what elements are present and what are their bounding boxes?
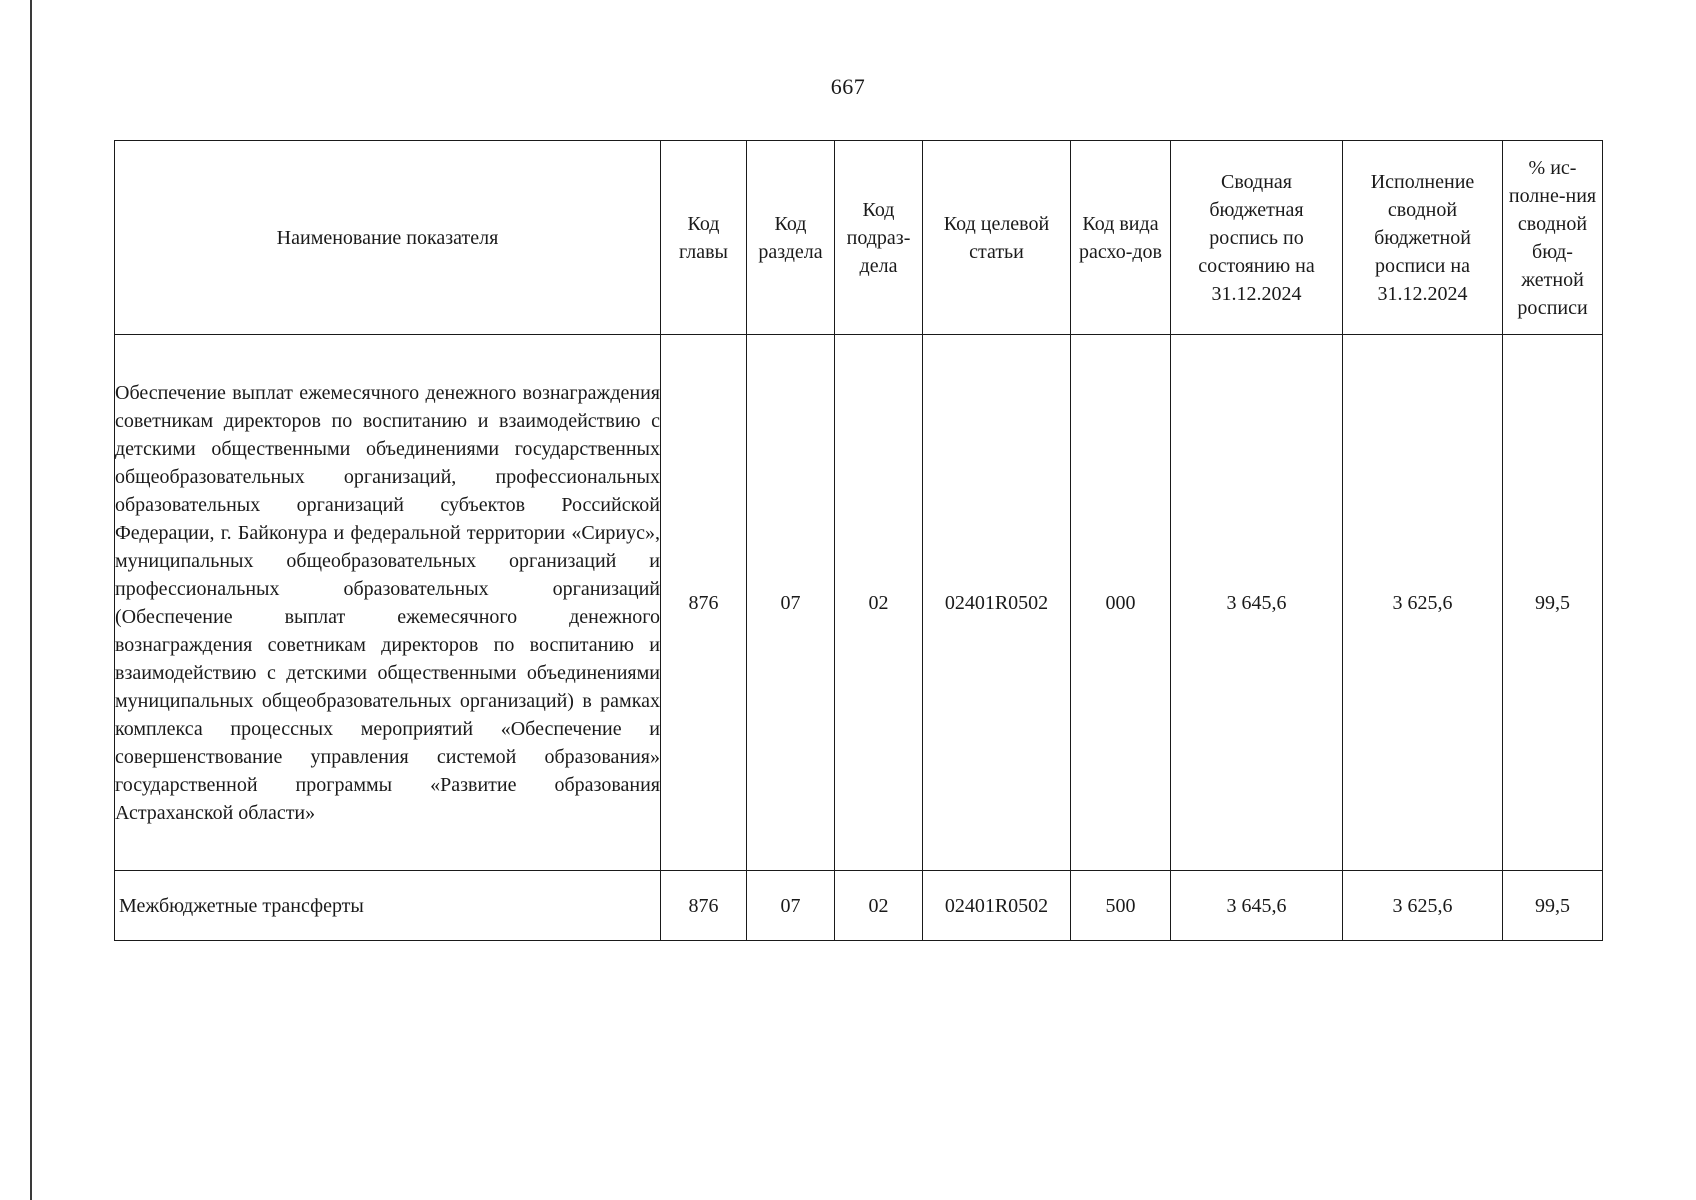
row-execution-value: 3 625,6	[1343, 335, 1503, 871]
table-row	[115, 871, 1603, 941]
header-section-code: Код раздела	[747, 141, 835, 335]
table-header-row	[115, 141, 1603, 335]
row-chapter-code: 876	[661, 335, 747, 871]
budget-execution-table	[114, 140, 1603, 941]
row-percent-value: 99,5	[1503, 871, 1603, 941]
header-budget-schedule: Сводная бюджетная роспись по состоянию на 31.12.2024	[1171, 141, 1343, 335]
row-chapter-code: 876	[661, 871, 747, 941]
row-budget-value: 3 645,6	[1171, 335, 1343, 871]
row-section-code: 07	[747, 871, 835, 941]
header-target-code: Код целевой статьи	[923, 141, 1071, 335]
row-name: Межбюджетные трансферты	[115, 871, 661, 941]
row-target-code: 02401R0502	[923, 335, 1071, 871]
row-subsection-code: 02	[835, 335, 923, 871]
header-percent: % ис-полне-ния сводной бюд-жетной росписи	[1503, 141, 1603, 335]
header-chapter-code: Код главы	[661, 141, 747, 335]
header-subsection-code: Код подраз-дела	[835, 141, 923, 335]
row-execution-value: 3 625,6	[1343, 871, 1503, 941]
row-name: Обеспечение выплат ежемесячного денежного вознаграждения советникам директоров по воспитанию и взаимодействию с детскими общественными объединениями государственных общеобразовательных организаций, профессиональных образовательных организаций субъектов Российской Федерации, г. Байконура и федеральной территории «Сириус», муниципальных общеобразовательных организаций и профессиональных образовательных организаций (Обеспечение выплат ежемесячного денежного вознаграждения советникам директоров по воспитанию и взаимодействию с детскими общественными объединениями муниципальных общеобразовательных организаций) в рамках комплекса процессных мероприятий «Обеспечение и совершенствование управления системой образования» государственной программы «Развитие образования Астраханской области»	[115, 335, 661, 871]
scan-edge-line	[30, 0, 32, 1200]
row-expense-type-code: 500	[1071, 871, 1171, 941]
table-row	[115, 335, 1603, 871]
row-subsection-code: 02	[835, 871, 923, 941]
row-section-code: 07	[747, 335, 835, 871]
row-percent-value: 99,5	[1503, 335, 1603, 871]
row-target-code: 02401R0502	[923, 871, 1071, 941]
row-budget-value: 3 645,6	[1171, 871, 1343, 941]
row-expense-type-code: 000	[1071, 335, 1171, 871]
header-name: Наименование показателя	[115, 141, 661, 335]
header-execution: Исполнение сводной бюджетной росписи на 31.12.2024	[1343, 141, 1503, 335]
page-number: 667	[830, 74, 866, 99]
header-expense-type-code: Код вида расхо-дов	[1071, 141, 1171, 335]
